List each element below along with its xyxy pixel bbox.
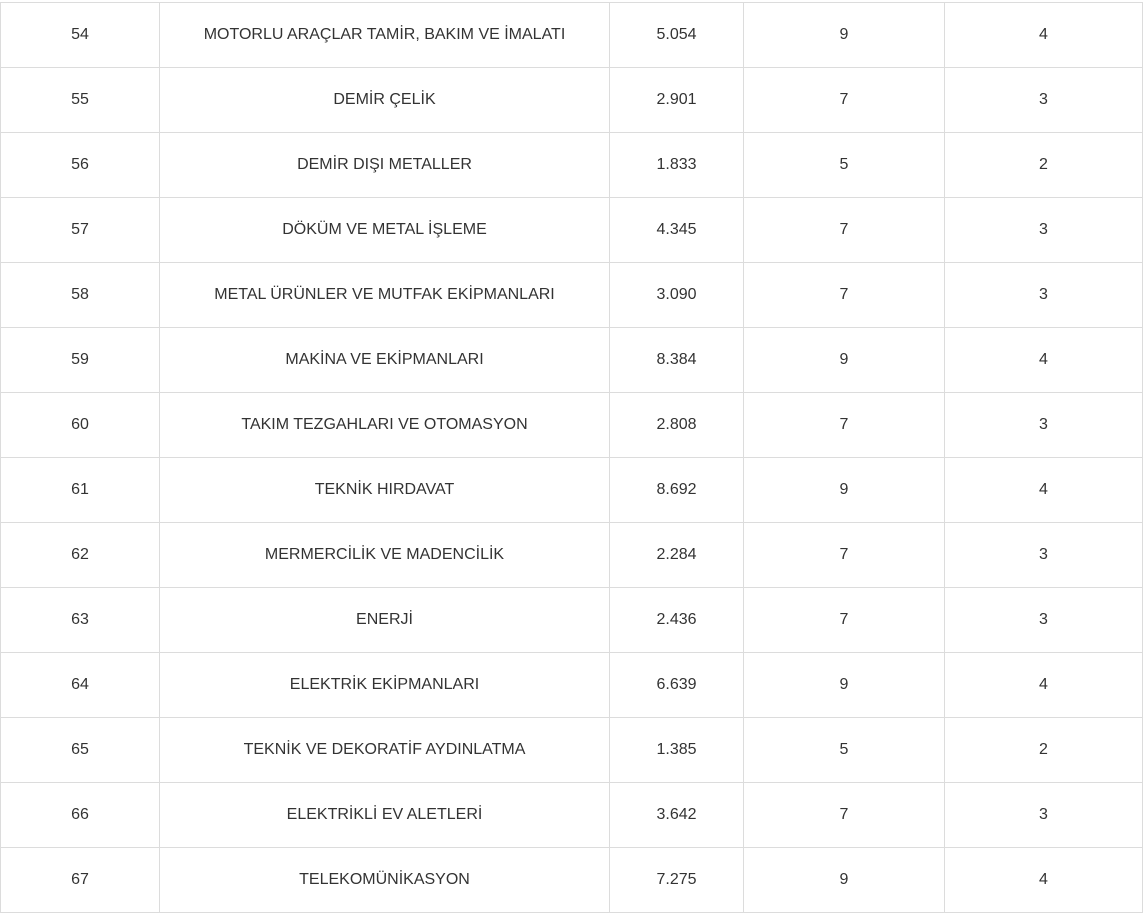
value-b: 3 — [945, 68, 1143, 133]
value-b: 3 — [945, 263, 1143, 328]
value-a: 7 — [744, 783, 945, 848]
table-row — [1, 393, 1143, 458]
member-count: 3.090 — [610, 263, 744, 328]
table-row — [1, 718, 1143, 783]
sector-name: ENERJİ — [160, 588, 610, 653]
sector-name: DEMİR DIŞI METALLER — [160, 133, 610, 198]
member-count: 7.275 — [610, 848, 744, 913]
table-row — [1, 263, 1143, 328]
row-number: 57 — [1, 198, 160, 263]
member-count: 8.692 — [610, 458, 744, 523]
sector-name: MERMERCİLİK VE MADENCİLİK — [160, 523, 610, 588]
value-b: 3 — [945, 198, 1143, 263]
sector-name: METAL ÜRÜNLER VE MUTFAK EKİPMANLARI — [160, 263, 610, 328]
row-number: 56 — [1, 133, 160, 198]
member-count: 2.284 — [610, 523, 744, 588]
row-number: 62 — [1, 523, 160, 588]
value-a: 9 — [744, 848, 945, 913]
table-row — [1, 458, 1143, 523]
value-a: 7 — [744, 198, 945, 263]
value-a: 9 — [744, 3, 945, 68]
value-a: 7 — [744, 523, 945, 588]
value-a: 9 — [744, 458, 945, 523]
row-number: 60 — [1, 393, 160, 458]
sector-name: TAKIM TEZGAHLARI VE OTOMASYON — [160, 393, 610, 458]
table-row — [1, 68, 1143, 133]
sector-name: MOTORLU ARAÇLAR TAMİR, BAKIM VE İMALATI — [160, 3, 610, 68]
value-b: 3 — [945, 393, 1143, 458]
member-count: 8.384 — [610, 328, 744, 393]
member-count: 6.639 — [610, 653, 744, 718]
table-row — [1, 3, 1143, 68]
sector-table — [0, 2, 1143, 913]
value-a: 5 — [744, 718, 945, 783]
value-a: 7 — [744, 393, 945, 458]
value-a: 7 — [744, 588, 945, 653]
sector-name: TEKNİK HIRDAVAT — [160, 458, 610, 523]
row-number: 64 — [1, 653, 160, 718]
table-row — [1, 783, 1143, 848]
table-row — [1, 198, 1143, 263]
row-number: 67 — [1, 848, 160, 913]
row-number: 66 — [1, 783, 160, 848]
member-count: 3.642 — [610, 783, 744, 848]
value-a: 9 — [744, 653, 945, 718]
member-count: 1.833 — [610, 133, 744, 198]
sector-name: DEMİR ÇELİK — [160, 68, 610, 133]
value-b: 3 — [945, 588, 1143, 653]
row-number: 63 — [1, 588, 160, 653]
row-number: 61 — [1, 458, 160, 523]
sector-name: DÖKÜM VE METAL İŞLEME — [160, 198, 610, 263]
row-number: 58 — [1, 263, 160, 328]
row-number: 59 — [1, 328, 160, 393]
member-count: 2.436 — [610, 588, 744, 653]
value-b: 2 — [945, 133, 1143, 198]
value-b: 4 — [945, 848, 1143, 913]
table-row — [1, 588, 1143, 653]
value-b: 4 — [945, 653, 1143, 718]
value-a: 9 — [744, 328, 945, 393]
value-a: 7 — [744, 263, 945, 328]
sector-name: MAKİNA VE EKİPMANLARI — [160, 328, 610, 393]
member-count: 5.054 — [610, 3, 744, 68]
sector-name: TEKNİK VE DEKORATİF AYDINLATMA — [160, 718, 610, 783]
value-b: 4 — [945, 458, 1143, 523]
value-a: 7 — [744, 68, 945, 133]
value-b: 3 — [945, 523, 1143, 588]
member-count: 4.345 — [610, 198, 744, 263]
value-b: 3 — [945, 783, 1143, 848]
member-count: 1.385 — [610, 718, 744, 783]
sector-name: ELEKTRİK EKİPMANLARI — [160, 653, 610, 718]
row-number: 54 — [1, 3, 160, 68]
row-number: 65 — [1, 718, 160, 783]
value-a: 5 — [744, 133, 945, 198]
sector-name: ELEKTRİKLİ EV ALETLERİ — [160, 783, 610, 848]
member-count: 2.901 — [610, 68, 744, 133]
table-row — [1, 133, 1143, 198]
row-number: 55 — [1, 68, 160, 133]
table-row — [1, 523, 1143, 588]
table-row — [1, 653, 1143, 718]
value-b: 4 — [945, 328, 1143, 393]
table-row — [1, 848, 1143, 913]
member-count: 2.808 — [610, 393, 744, 458]
value-b: 2 — [945, 718, 1143, 783]
table-row — [1, 328, 1143, 393]
value-b: 4 — [945, 3, 1143, 68]
sector-name: TELEKOMÜNİKASYON — [160, 848, 610, 913]
